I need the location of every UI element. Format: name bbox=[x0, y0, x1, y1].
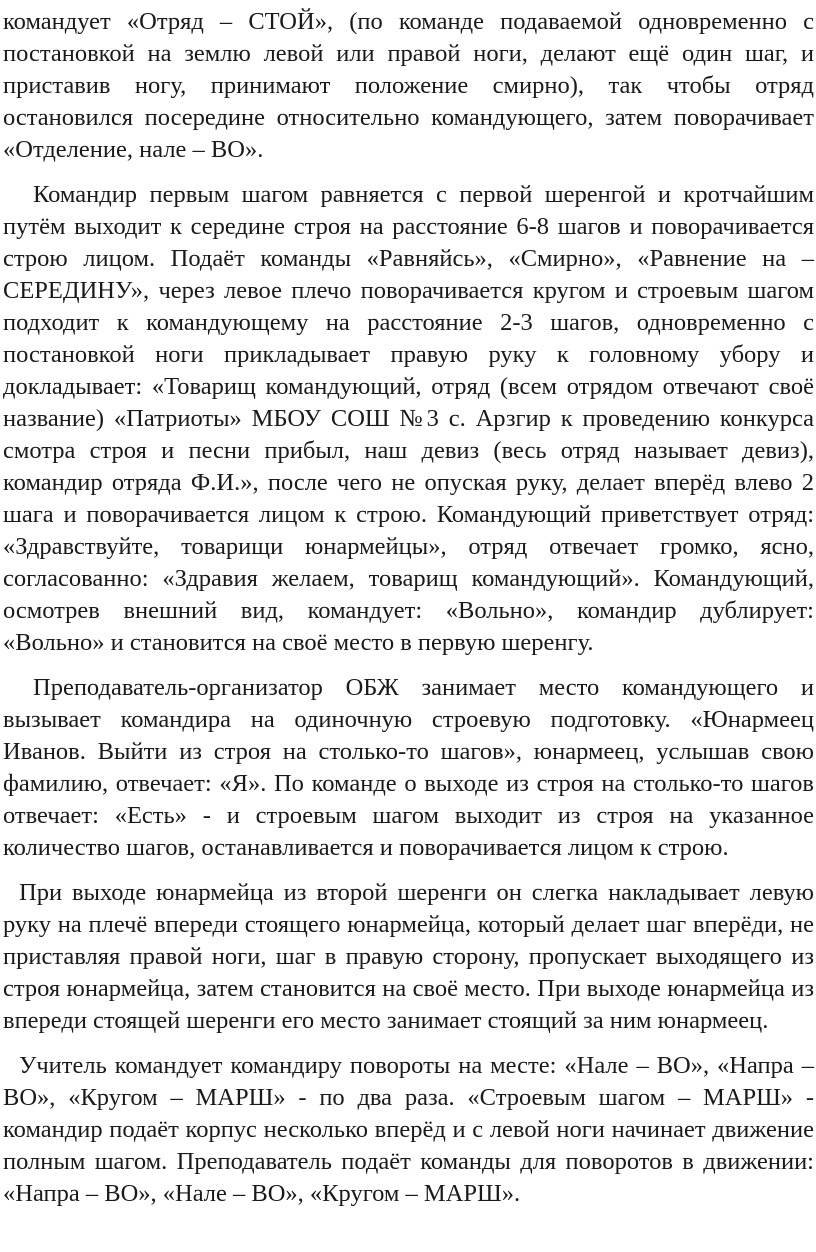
paragraph-3: Преподаватель-организатор ОБЖ занимает место командующего и вызывает командира на одиночную строевую подготовку. «Юнармеец Иванов. Выйти из строя на столько-то шагов», юнармеец, услышав свою фамилию, отвечает: «Я». По команде о выходе из строя на столько-то шагов отвечает: «Есть» - и строевым шагом выходит из строя на указанное количество шагов, останавливается и поворачивается лицом к строю. bbox=[3, 674, 814, 861]
paragraph-5: Учитель командует командиру повороты на месте: «Нале – ВО», «Напра – ВО», «Кругом – МАРШ» - по два раза. «Строевым шагом – МАРШ» - командир подаёт корпус несколько вперёд и с левой ноги начинает движение полным шагом. Преподаватель подаёт команды для поворотов в движении: «Напра – ВО», «Нале – ВО», «Кругом – МАРШ». bbox=[3, 1052, 814, 1207]
paragraph-4: При выходе юнармейца из второй шеренги он слегка накладывает левую руку на плечё впереди стоящего юнармейца, который делает шаг вперёди, не приставляя правой ноги, шаг в правую сторону, пропускает выходящего из строя юнармейца, затем становится на своё место. При выходе юнармейца из впереди стоящей шеренги его место занимает стоящий за ним юнармеец. bbox=[3, 879, 814, 1034]
paragraph-2: Командир первым шагом равняется с первой шеренгой и кротчайшим путём выходит к середине строя на расстояние 6-8 шагов и поворачивается строю лицом. Подаёт команды «Равняйсь», «Смирно», «Равнение на – СЕРЕДИНУ», через левое плечо поворачивается кругом и строевым шагом подходит к командующему на расстояние 2-3 шагов, одновременно с постановкой ноги прикладывает правую руку к головному убору и докладывает: «Товарищ командующий, отряд (всем отрядом отвечают своё название) «Патриоты» МБОУ СОШ №3 с. Арзгир к проведению конкурса смотра строя и песни прибыл, наш девиз (весь отряд называет девиз), командир отряда Ф.И.», после чего не опуская руку, делает вперёд влево 2 шага и поворачивается лицом к строю. Командующий приветствует отряд: «Здравствуйте, товарищи юнармейцы», отряд отвечает громко, ясно, согласованно: «Здравия желаем, товарищ командующий». Командующий, осмотрев внешний вид, командует: «Вольно», командир дублирует: «Вольно» и становится на своё место в первую шеренгу. bbox=[3, 181, 814, 656]
paragraph-1: командует «Отряд – СТОЙ», (по команде подаваемой одновременно с постановкой на землю левой или правой ноги, делают ещё один шаг, и приставив ногу, принимают положение смирно), так чтобы отряд остановился посередине относительно командующего, затем поворачивает «Отделение, нале – ВО». bbox=[3, 8, 814, 163]
